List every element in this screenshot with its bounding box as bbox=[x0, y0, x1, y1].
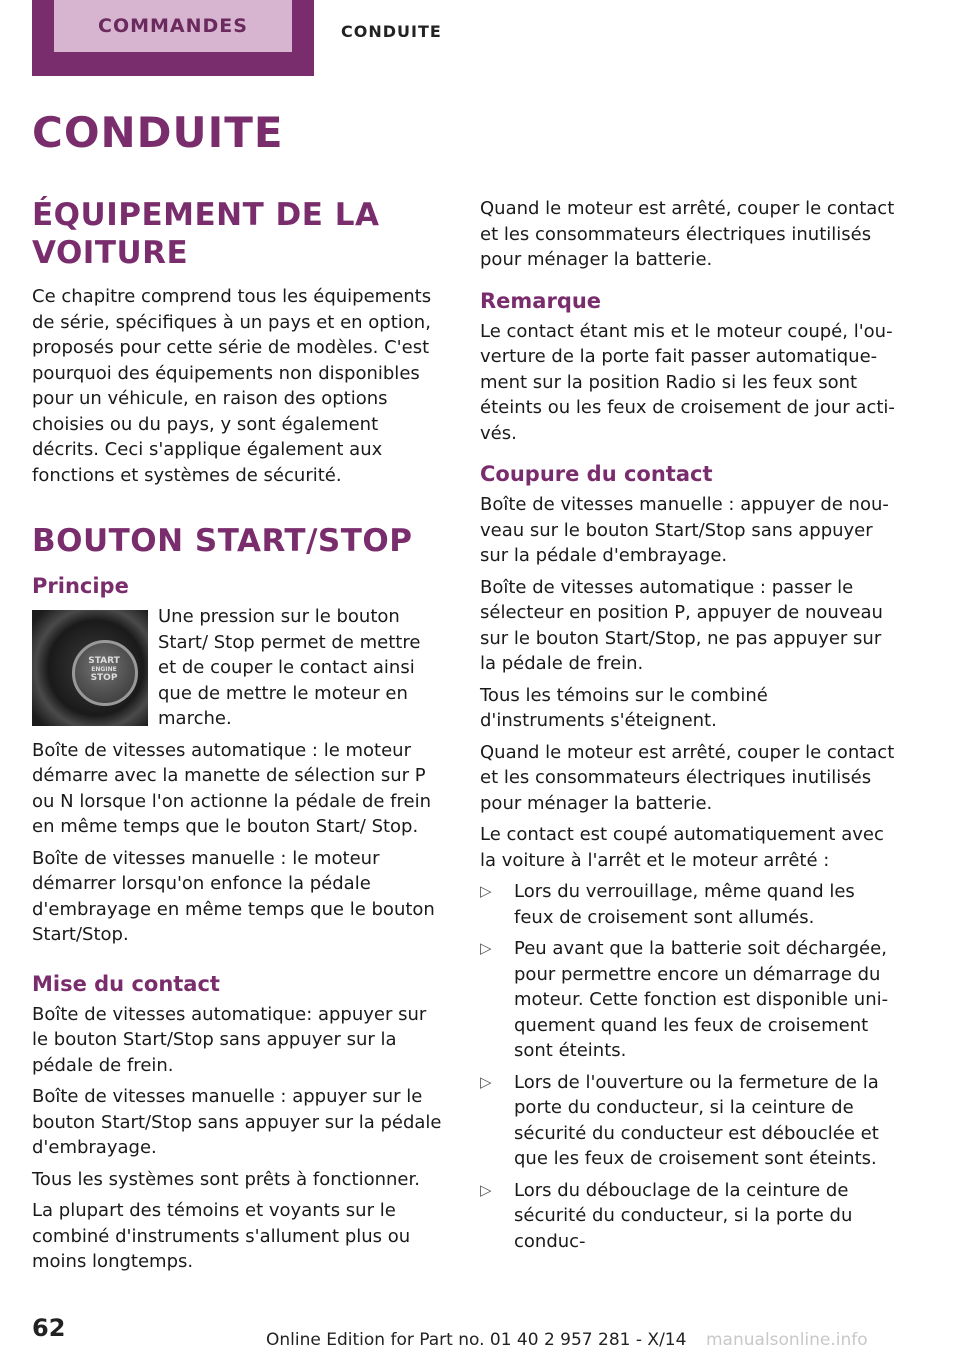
coupure-paragraph-4: Quand le moteur est arrêté, couper le contact et les consommateurs électriques inutilisés pour ménager la batterie. bbox=[480, 741, 895, 814]
list-item: ▷ Lors du verrouillage, même quand les feux de croisement sont allumés. bbox=[480, 881, 855, 928]
header-tab-commandes[interactable] bbox=[32, 0, 314, 76]
list-item: ▷ Lors de l'ouverture ou la fermeture de la porte du conducteur, si la ceinture de sécurité du conducteur est débouclée et que les feux de croisement sont éteints. bbox=[480, 1071, 879, 1169]
subsection-title-coupure-du-contact: Coupure du contact bbox=[480, 462, 713, 486]
subsection-title-remarque: Remarque bbox=[480, 288, 602, 313]
header-tab-commandes-label: COMMANDES bbox=[54, 0, 292, 52]
coupure-paragraph-5: Le contact est coupé automatiquement avec la voiture à l'arrêt et le moteur arrêté : bbox=[480, 824, 884, 871]
bullet-triangle-icon: ▷ bbox=[480, 939, 492, 957]
mise-paragraph-2: Boîte de vitesses manuelle : appuyer sur le bouton Start/Stop sans appuyer sur la pédale d'embrayage. bbox=[32, 1086, 442, 1158]
mise-paragraph-1: Boîte de vitesses automatique: appuyer sur le bouton Start/Stop sans appuyer sur la pédale de frein. bbox=[32, 1003, 427, 1076]
subsection-title-mise-du-contact: Mise du contact bbox=[32, 971, 220, 996]
section-title-equipement: ÉQUIPEMENT DE LA VOITURE bbox=[32, 197, 380, 271]
page-number: 62 bbox=[32, 1314, 66, 1342]
remarque-paragraph: Le contact étant mis et le moteur coupé, l'ouverture de la porte fait passer automatiquement sur la position Radio si les feux sont éteints ou les feux de croisement de jour activés. bbox=[480, 320, 895, 444]
page-title: CONDUITE bbox=[32, 108, 284, 157]
principe-paragraph-3: Boîte de vitesses manuelle : le moteur démarrer lorsqu'on enfonce la pédale d'embrayage en même temps que le bouton Start/Stop. bbox=[32, 847, 435, 945]
start-stop-button-image-text: START ENGINE STOP bbox=[88, 656, 120, 683]
bullet-triangle-icon: ▷ bbox=[480, 1180, 492, 1199]
bullet-triangle-icon: ▷ bbox=[480, 882, 492, 900]
header-tab-conduite[interactable]: CONDUITE bbox=[341, 22, 442, 41]
section-text-equipement: Ce chapitre comprend tous les équipements de série, spécifiques à un pays et en option, proposés pour cette série de modèles. C'est pourquoi des équipements non disponibles pour un véhicule, en raison des options choisies ou du pays, y sont également décrits. Ceci s'applique également aux fonctions et systèmes de sécurité. bbox=[32, 286, 432, 486]
coupure-bullet-list bbox=[480, 879, 898, 1254]
section-title-bouton-start-stop: BOUTON START/STOP bbox=[32, 523, 413, 559]
start-stop-button-image bbox=[32, 610, 148, 726]
principe-paragraph-1: Une pression sur le bouton Start/ Stop permet de mettre et de couper le contact ainsi que de mettre le moteur en marche. bbox=[158, 606, 421, 729]
principe-paragraph-2: Boîte de vitesses automatique : le moteur démarre avec la manette de sélection sur P ou N lorsque l'on actionne la pédale de frein en même temps que le bouton Start/ Stop. bbox=[32, 739, 432, 837]
coupure-paragraph-1: Boîte de vitesses manuelle : appuyer de nouveau sur le bouton Start/Stop sans appuyer sur la pédale d'embrayage. bbox=[480, 494, 889, 566]
subsection-title-principe: Principe bbox=[32, 574, 129, 598]
list-item: ▷ Peu avant que la batterie soit déchargée, pour permettre encore un démarrage du moteur. Cette fonction est disponible uniquement quand les feux de croisement sont éteints. bbox=[480, 938, 889, 1061]
left-column bbox=[32, 196, 444, 1281]
right-column bbox=[480, 196, 898, 1260]
bullet-triangle-icon: ▷ bbox=[480, 1072, 492, 1091]
right-intro-paragraph: Quand le moteur est arrêté, couper le contact et les consommateurs électriques inutilisés pour ménager la batterie. bbox=[480, 198, 895, 270]
coupure-paragraph-2: Boîte de vitesses automatique : passer le sélecteur en position P, appuyer de nouveau sur le bouton Start/Stop, ne pas appuyer sur la pédale de frein. bbox=[480, 576, 883, 674]
footer-edition: Online Edition for Part no. 01 40 2 957 281 - X/14 bbox=[266, 1330, 687, 1350]
mise-paragraph-3: Tous les systèmes sont prêts à fonctionner. bbox=[32, 1168, 420, 1190]
list-item: ▷ Lors du débouclage de la ceinture de sécurité du conducteur, si la porte du conduc- bbox=[480, 1179, 853, 1252]
watermark: manualsonline.info bbox=[706, 1330, 868, 1350]
mise-paragraph-4: La plupart des témoins et voyants sur le combiné d'instruments s'allument plus ou moins longtemps. bbox=[32, 1200, 411, 1272]
coupure-paragraph-3: Tous les témoins sur le combiné d'instruments s'éteignent. bbox=[480, 684, 768, 731]
